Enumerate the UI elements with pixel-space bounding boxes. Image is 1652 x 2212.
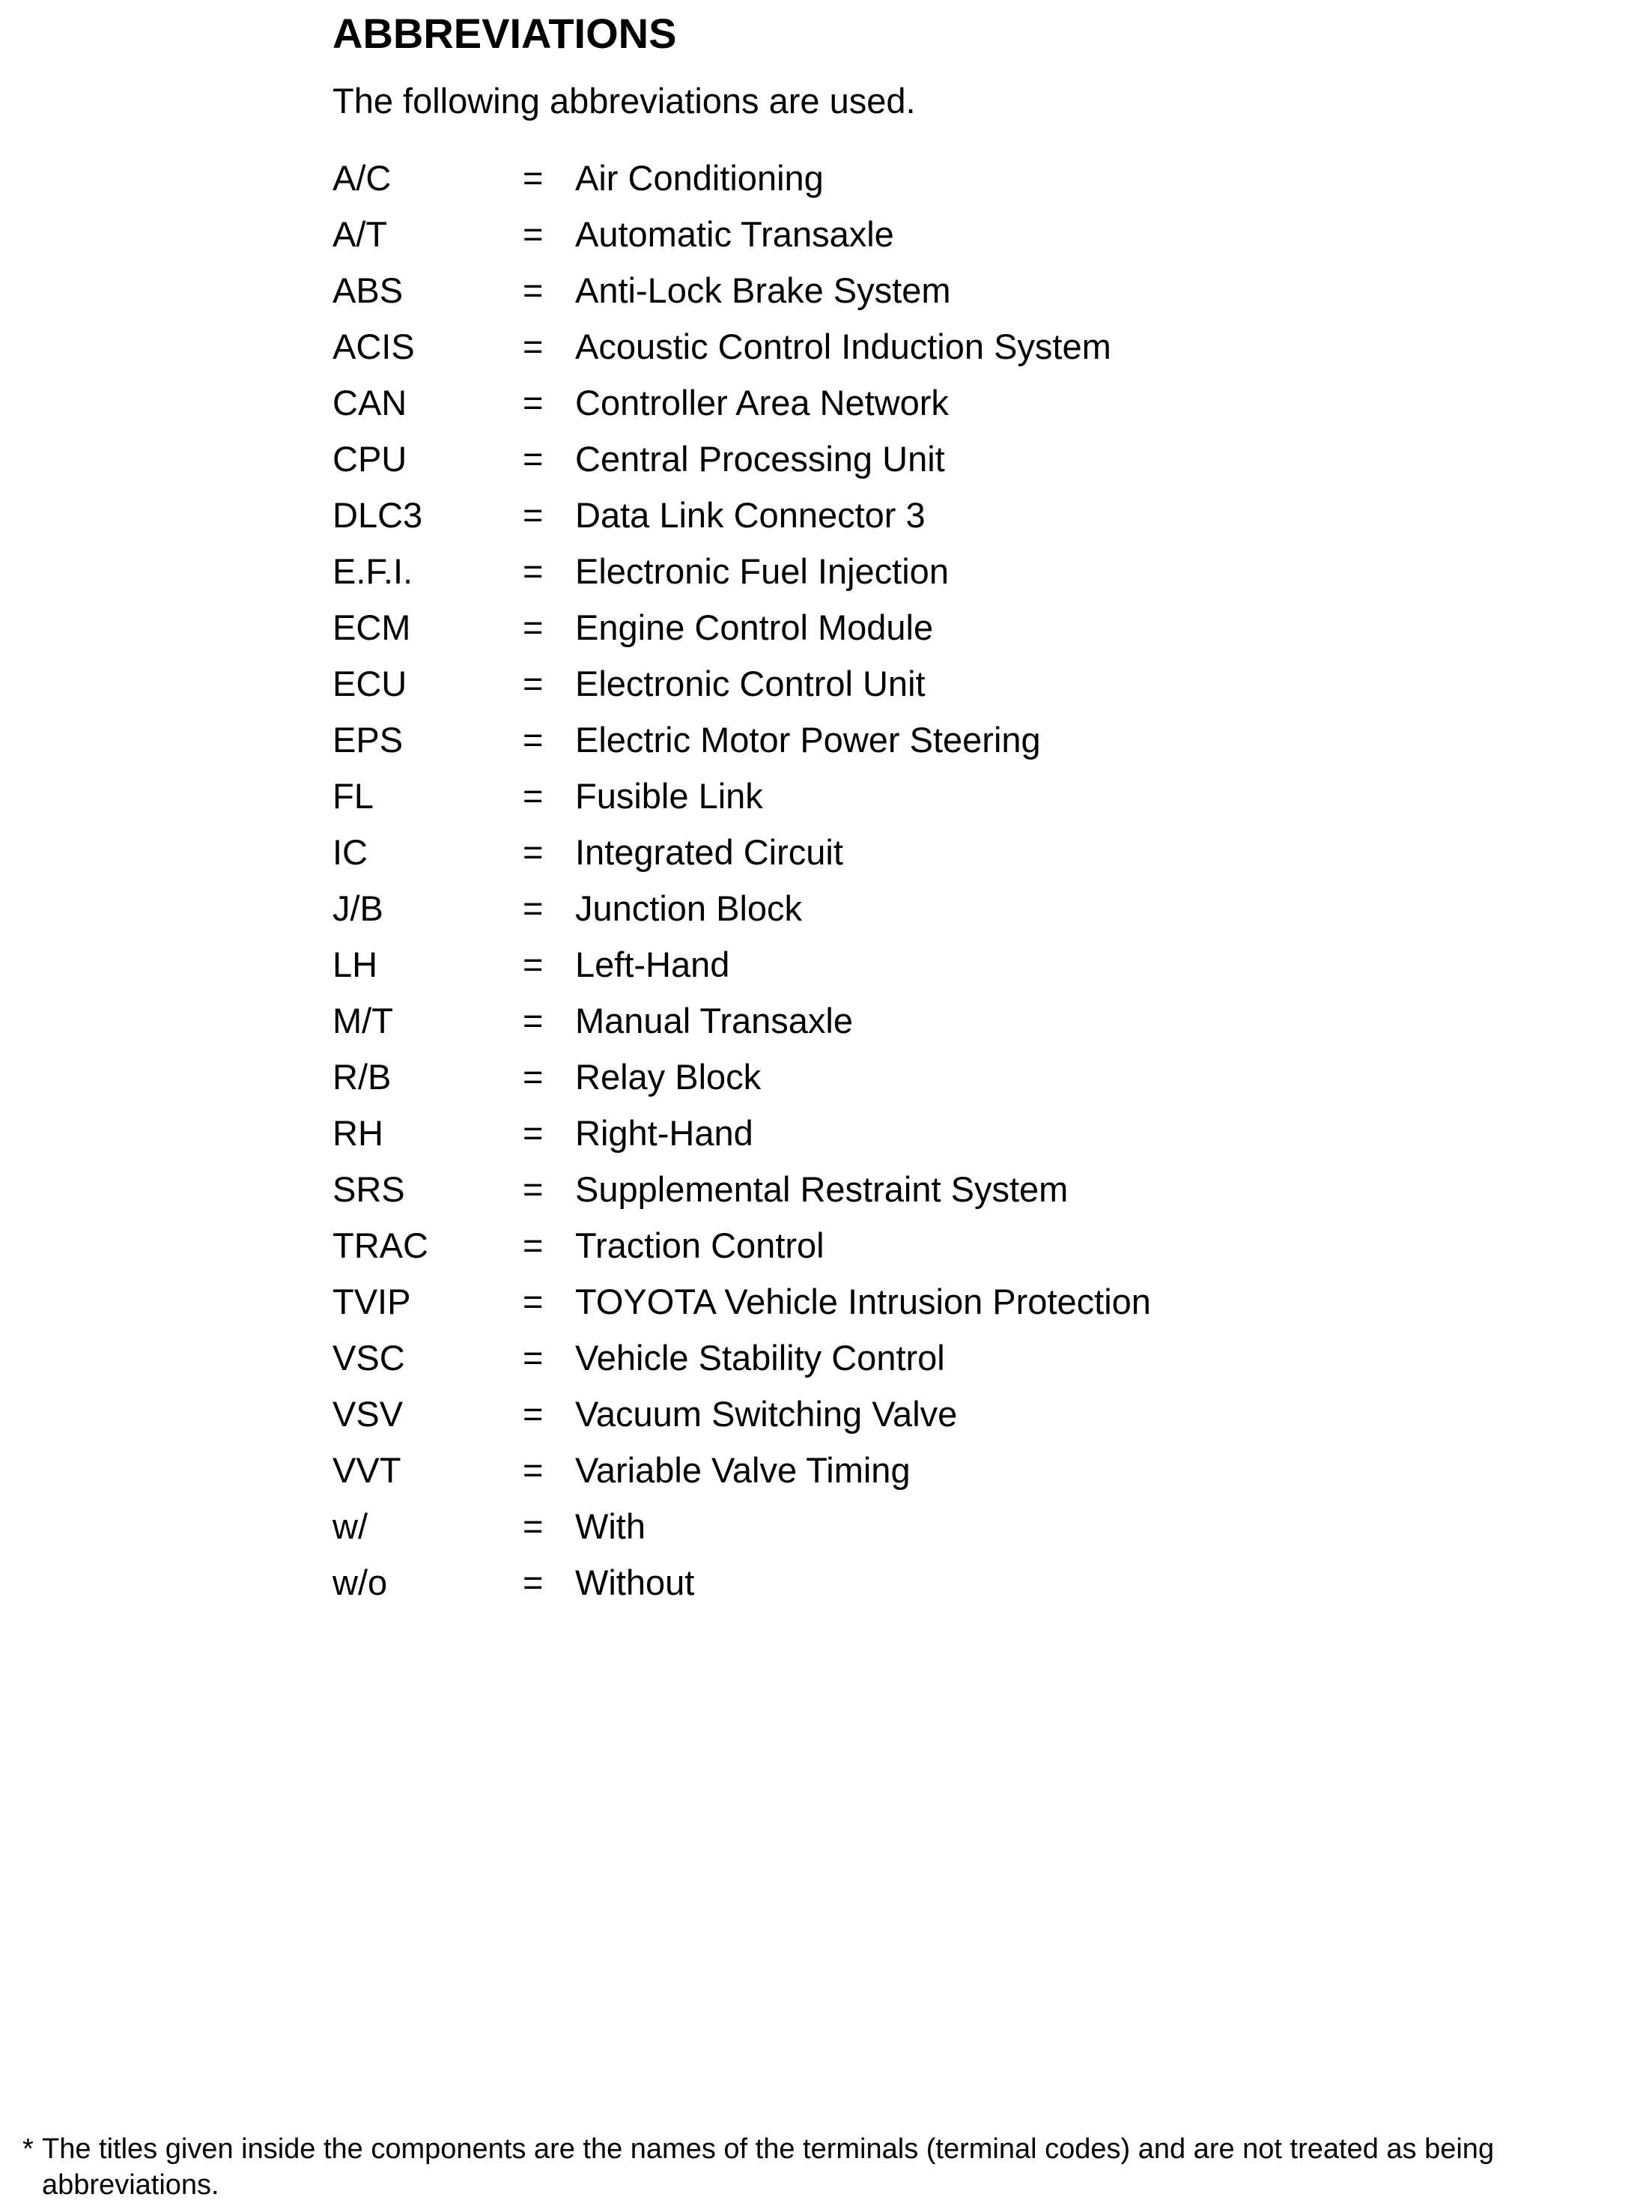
abbreviation-definition: Without xyxy=(575,1563,695,1602)
abbreviation-term: R/B xyxy=(332,1057,392,1097)
abbreviation-row xyxy=(332,768,1606,824)
abbreviation-term: TRAC xyxy=(332,1225,428,1265)
abbreviation-term: CPU xyxy=(332,439,407,479)
abbreviation-row xyxy=(332,262,1606,318)
equals-sign: = xyxy=(523,664,544,703)
abbreviation-definition: Fusible Link xyxy=(575,776,763,816)
equals-sign: = xyxy=(523,439,544,479)
abbreviation-term: SRS xyxy=(332,1169,405,1209)
abbreviation-term: RH xyxy=(332,1113,383,1153)
abbreviation-definition: Central Processing Unit xyxy=(575,439,945,479)
abbreviation-definition: Left-Hand xyxy=(575,945,730,984)
equals-sign: = xyxy=(523,551,544,591)
equals-sign: = xyxy=(523,327,544,366)
abbreviation-definition: Acoustic Control Induction System xyxy=(575,327,1111,366)
equals-sign: = xyxy=(523,1282,544,1321)
abbreviation-row xyxy=(332,487,1606,543)
page-title: ABBREVIATIONS xyxy=(332,10,677,57)
abbreviation-row xyxy=(332,1442,1606,1498)
abbreviation-term: J/B xyxy=(332,888,383,928)
abbreviation-row xyxy=(332,318,1606,375)
abbreviation-definition: Engine Control Module xyxy=(575,607,934,647)
equals-sign: = xyxy=(523,214,544,254)
equals-sign: = xyxy=(523,383,544,422)
abbreviation-row xyxy=(332,993,1606,1049)
equals-sign: = xyxy=(523,832,544,872)
abbreviation-term: ECU xyxy=(332,664,407,703)
abbreviation-row xyxy=(332,1273,1606,1330)
equals-sign: = xyxy=(523,1338,544,1378)
footnote-asterisk: * xyxy=(22,2133,34,2165)
abbreviation-term: IC xyxy=(332,832,368,872)
footnote xyxy=(22,2131,1633,2203)
abbreviation-definition: Electric Motor Power Steering xyxy=(575,720,1041,760)
equals-sign: = xyxy=(523,1169,544,1209)
abbreviation-row xyxy=(332,655,1606,712)
abbreviation-term: VSV xyxy=(332,1394,404,1434)
abbreviation-term: EPS xyxy=(332,720,404,760)
abbreviation-term: w/o xyxy=(332,1563,388,1602)
abbreviation-term: ABS xyxy=(332,270,404,310)
abbreviation-definition: Vehicle Stability Control xyxy=(575,1338,945,1378)
abbreviation-row xyxy=(332,1161,1606,1217)
abbreviation-row xyxy=(332,1105,1606,1161)
abbreviation-term: VSC xyxy=(332,1338,405,1378)
equals-sign: = xyxy=(523,495,544,535)
abbreviation-definition: With xyxy=(575,1506,646,1546)
equals-sign: = xyxy=(523,1563,544,1602)
abbreviation-term: M/T xyxy=(332,1001,393,1040)
equals-sign: = xyxy=(523,1394,544,1434)
abbreviation-term: TVIP xyxy=(332,1282,411,1321)
abbreviation-definition: Right-Hand xyxy=(575,1113,753,1153)
abbreviation-definition: Manual Transaxle xyxy=(575,1001,853,1040)
abbreviation-row xyxy=(332,1330,1606,1386)
abbreviation-definition: Controller Area Network xyxy=(575,383,949,422)
abbreviation-definition: Air Conditioning xyxy=(575,158,824,198)
abbreviation-row xyxy=(332,150,1606,206)
abbreviation-term: VVT xyxy=(332,1450,401,1490)
equals-sign: = xyxy=(523,720,544,760)
abbreviation-row xyxy=(332,1217,1606,1273)
abbreviation-definition: TOYOTA Vehicle Intrusion Protection xyxy=(575,1282,1151,1321)
abbreviation-row xyxy=(332,206,1606,262)
equals-sign: = xyxy=(523,607,544,647)
abbreviation-row xyxy=(332,1386,1606,1442)
abbreviation-definition: Electronic Control Unit xyxy=(575,664,926,703)
abbreviation-definition: Traction Control xyxy=(575,1225,825,1265)
abbreviation-term: LH xyxy=(332,945,378,984)
equals-sign: = xyxy=(523,1225,544,1265)
abbreviation-definition: Electronic Fuel Injection xyxy=(575,551,949,591)
abbreviation-definition: Junction Block xyxy=(575,888,803,928)
intro-text: The following abbreviations are used. xyxy=(332,81,916,121)
abbreviation-row xyxy=(332,936,1606,993)
abbreviation-row xyxy=(332,1554,1606,1610)
abbreviation-row xyxy=(332,824,1606,880)
abbreviation-definition: Data Link Connector 3 xyxy=(575,495,926,535)
equals-sign: = xyxy=(523,945,544,984)
abbreviation-definition: Supplemental Restraint System xyxy=(575,1169,1069,1209)
equals-sign: = xyxy=(523,1113,544,1153)
equals-sign: = xyxy=(523,1506,544,1546)
abbreviation-row xyxy=(332,431,1606,487)
equals-sign: = xyxy=(523,888,544,928)
abbreviation-term: A/C xyxy=(332,158,392,198)
abbreviation-list xyxy=(332,150,1606,1610)
abbreviation-term: CAN xyxy=(332,383,407,422)
abbreviation-term: ECM xyxy=(332,607,411,647)
abbreviation-definition: Integrated Circuit xyxy=(575,832,843,872)
equals-sign: = xyxy=(523,1450,544,1490)
abbreviation-row xyxy=(332,1049,1606,1105)
abbreviation-term: ACIS xyxy=(332,327,415,366)
equals-sign: = xyxy=(523,1057,544,1097)
abbreviation-row xyxy=(332,1498,1606,1554)
abbreviation-row xyxy=(332,599,1606,655)
abbreviation-row xyxy=(332,543,1606,599)
abbreviation-term: A/T xyxy=(332,214,388,254)
abbreviation-definition: Anti-Lock Brake System xyxy=(575,270,951,310)
abbreviation-term: DLC3 xyxy=(332,495,423,535)
abbreviation-definition: Automatic Transaxle xyxy=(575,214,894,254)
equals-sign: = xyxy=(523,776,544,816)
equals-sign: = xyxy=(523,270,544,310)
abbreviation-row xyxy=(332,375,1606,431)
abbreviation-row xyxy=(332,880,1606,936)
abbreviation-definition: Variable Valve Timing xyxy=(575,1450,911,1490)
abbreviation-term: FL xyxy=(332,776,374,816)
footnote-text: The titles given inside the components are the names of the terminals (terminal codes) and are not treated as being abbreviations. xyxy=(42,2133,1495,2201)
abbreviation-term: w/ xyxy=(332,1506,368,1546)
equals-sign: = xyxy=(523,1001,544,1040)
equals-sign: = xyxy=(523,158,544,198)
abbreviation-definition: Relay Block xyxy=(575,1057,762,1097)
abbreviation-definition: Vacuum Switching Valve xyxy=(575,1394,958,1434)
abbreviation-row xyxy=(332,712,1606,768)
abbreviation-term: E.F.I. xyxy=(332,551,413,591)
